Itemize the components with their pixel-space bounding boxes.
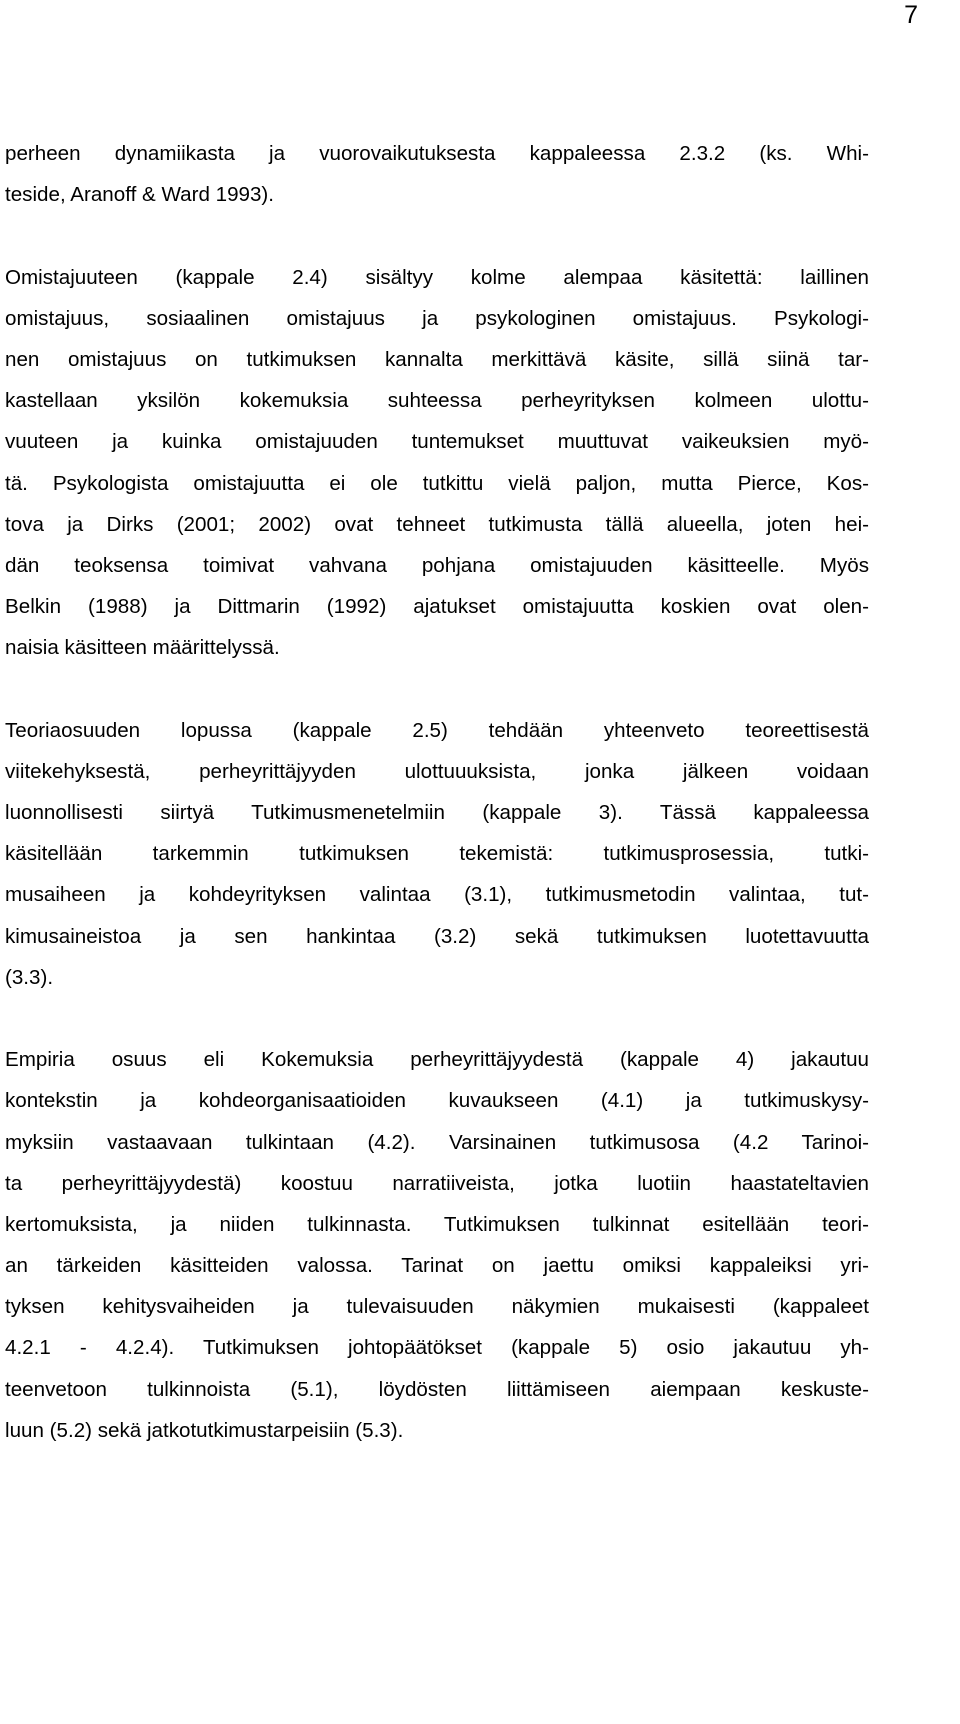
- paragraph-empirical-part: [5, 1039, 869, 1451]
- paragraph-family-dynamics: [5, 133, 869, 215]
- text-line: luun (5.2) sekä jatkotutkimustarpeisiin (5.3).: [5, 1418, 404, 1442]
- text-line: tyksen kehitysvaiheiden ja tulevaisuuden näkymien mukaisesti (kappaleet: [5, 1295, 869, 1319]
- page-number: 7: [904, 1, 918, 29]
- document-body: [5, 133, 869, 1451]
- text-line: 4.2.1 - 4.2.4). Tutkimuksen johtopäätökset (kappale 5) osio jakautuu yh-: [5, 1336, 869, 1360]
- text-line: dän teoksensa toimivat vahvana pohjana omistajuuden käsitteelle. Myös: [5, 553, 869, 577]
- text-line: an tärkeiden käsitteiden valossa. Tarinat on jaettu omiksi kappaleiksi yri-: [5, 1254, 869, 1278]
- text-line: kertomuksista, ja niiden tulkinnasta. Tutkimuksen tulkinnat esitellään teori-: [5, 1212, 869, 1236]
- paragraph-gap: [5, 668, 869, 709]
- text-line: Belkin (1988) ja Dittmarin (1992) ajatukset omistajuutta koskien ovat olen-: [5, 595, 869, 619]
- text-line: myksiin vastaavaan tulkintaan (4.2). Varsinainen tutkimusosa (4.2 Tarinoi-: [5, 1130, 869, 1154]
- text-line: kimusaineistoa ja sen hankintaa (3.2) sekä tutkimuksen luotettavuutta: [5, 924, 869, 948]
- text-line: omistajuus, sosiaalinen omistajuus ja psykologinen omistajuus. Psykologi-: [5, 306, 869, 330]
- text-line: (3.3).: [5, 965, 54, 989]
- text-line: ta perheyrittäjyydestä) koostuu narratiiveista, jotka luotiin haastateltavien: [5, 1171, 869, 1195]
- text-line: Teoriaosuuden lopussa (kappale 2.5) tehdään yhteenveto teoreettisestä: [5, 718, 869, 742]
- text-line: viitekehyksestä, perheyrittäjyyden ulottuuuksista, jonka jälkeen voidaan: [5, 759, 869, 783]
- paragraph-theory-summary: [5, 710, 869, 998]
- paragraph-gap: [5, 998, 869, 1039]
- text-line: käsitellään tarkemmin tutkimuksen tekemistä: tutkimusprosessia, tutki-: [5, 842, 869, 866]
- paragraph-ownership: [5, 257, 869, 669]
- text-line: teenvetoon tulkinnoista (5.1), löydösten liittämiseen aiempaan keskuste-: [5, 1377, 869, 1401]
- text-line: musaiheen ja kohdeyrityksen valintaa (3.1), tutkimusmetodin valintaa, tut-: [5, 883, 869, 907]
- text-line: nen omistajuus on tutkimuksen kannalta merkittävä käsite, sillä siinä tar-: [5, 347, 869, 371]
- text-line: Empiria osuus eli Kokemuksia perheyrittäjyydestä (kappale 4) jakautuu: [5, 1048, 869, 1072]
- text-line: luonnollisesti siirtyä Tutkimusmenetelmiin (kappale 3). Tässä kappaleessa: [5, 801, 869, 824]
- text-line: kastellaan yksilön kokemuksia suhteessa perheyrityksen kolmeen ulottu-: [5, 389, 869, 413]
- text-line: teside, Aranoff & Ward 1993).: [5, 183, 275, 207]
- text-line: perheen dynamiikasta ja vuorovaikutuksesta kappaleessa 2.3.2 (ks. Whi-: [5, 142, 869, 165]
- text-line: tova ja Dirks (2001; 2002) ovat tehneet tutkimusta tällä alueella, joten hei-: [5, 512, 869, 536]
- text-line: kontekstin ja kohdeorganisaatioiden kuvaukseen (4.1) ja tutkimuskysy-: [5, 1089, 869, 1113]
- text-line: naisia käsitteen määrittelyssä.: [5, 636, 280, 660]
- paragraph-gap: [5, 215, 869, 256]
- text-line: Omistajuuteen (kappale 2.4) sisältyy kolme alempaa käsitettä: laillinen: [5, 265, 869, 289]
- text-line: tä. Psykologista omistajuutta ei ole tutkittu vielä paljon, mutta Pierce, Kos-: [5, 471, 869, 495]
- text-line: vuuteen ja kuinka omistajuuden tuntemukset muuttuvat vaikeuksien myö-: [5, 430, 869, 454]
